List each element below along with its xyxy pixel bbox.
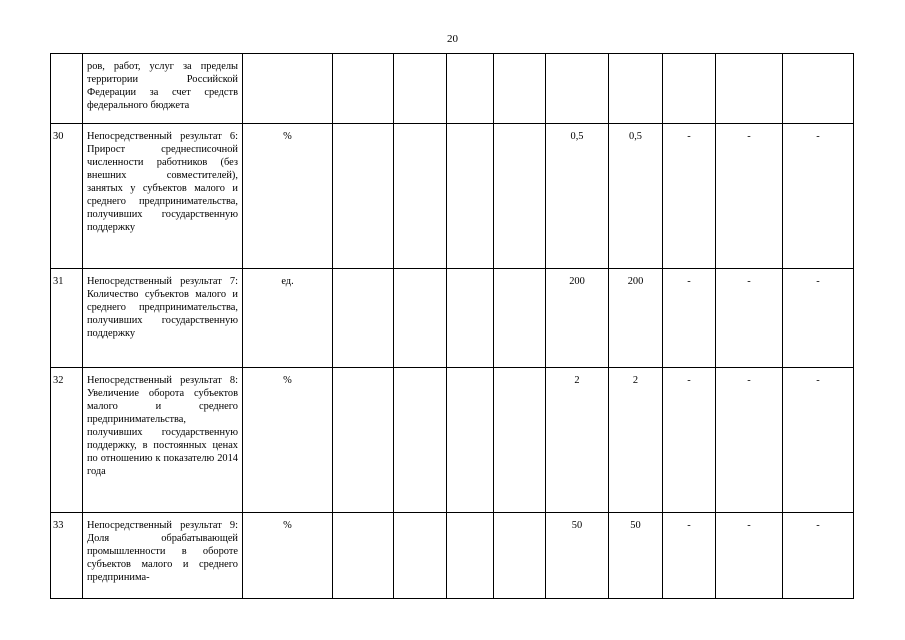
row-number-cell: 32 xyxy=(51,368,83,513)
value-cell xyxy=(394,513,447,599)
row-number-cell: 30 xyxy=(51,124,83,269)
value-cell: - xyxy=(716,269,783,368)
value-cell xyxy=(394,54,447,124)
table-row xyxy=(51,513,854,599)
indicator-name-cell: ров, работ, услуг за пределы территории Российской Федерации за счет средств федерального бюджета xyxy=(83,54,243,124)
value-cell xyxy=(494,269,546,368)
value-cell: - xyxy=(783,368,854,513)
value-cell xyxy=(494,54,546,124)
value-cell xyxy=(333,54,394,124)
indicator-name-cell: Непосредственный результат 9: Доля обрабатывающей промышленности в обороте субъектов малого и среднего предпринима- xyxy=(83,513,243,599)
value-cell xyxy=(494,513,546,599)
row-number-cell: 31 xyxy=(51,269,83,368)
value-cell xyxy=(546,54,609,124)
value-cell: - xyxy=(783,124,854,269)
unit-cell xyxy=(243,54,333,124)
row-number-cell: 33 xyxy=(51,513,83,599)
value-cell xyxy=(783,54,854,124)
value-cell xyxy=(394,124,447,269)
page-number: 20 xyxy=(447,33,458,45)
value-cell xyxy=(333,368,394,513)
value-cell: - xyxy=(716,368,783,513)
table-row xyxy=(51,124,854,269)
value-cell: - xyxy=(783,269,854,368)
value-cell xyxy=(333,124,394,269)
value-cell: - xyxy=(663,368,716,513)
value-cell xyxy=(394,368,447,513)
value-cell: 200 xyxy=(546,269,609,368)
value-cell: - xyxy=(663,513,716,599)
table-row xyxy=(51,54,854,124)
value-cell xyxy=(447,54,494,124)
value-cell xyxy=(447,513,494,599)
indicators-table xyxy=(50,53,854,599)
value-cell: - xyxy=(716,124,783,269)
value-cell: - xyxy=(783,513,854,599)
value-cell: 2 xyxy=(546,368,609,513)
value-cell xyxy=(333,269,394,368)
value-cell xyxy=(609,54,663,124)
value-cell: 2 xyxy=(609,368,663,513)
value-cell: 0,5 xyxy=(546,124,609,269)
unit-cell: % xyxy=(243,124,333,269)
value-cell: 0,5 xyxy=(609,124,663,269)
value-cell: - xyxy=(663,269,716,368)
unit-cell: % xyxy=(243,368,333,513)
value-cell xyxy=(394,269,447,368)
table-row xyxy=(51,269,854,368)
unit-cell: ед. xyxy=(243,269,333,368)
value-cell: 200 xyxy=(609,269,663,368)
row-number-cell xyxy=(51,54,83,124)
value-cell xyxy=(494,124,546,269)
indicator-name-cell: Непосредственный результат 8: Увеличение оборота субъектов малого и среднего предпринимательства, получивших государственную поддержку, в постоянных ценах по отношению к показателю 2014 года xyxy=(83,368,243,513)
value-cell xyxy=(447,269,494,368)
value-cell xyxy=(716,54,783,124)
value-cell: 50 xyxy=(546,513,609,599)
indicator-name-cell: Непосредственный результат 6: Прирост среднесписочной численности работников (без внешних совместителей), занятых у субъектов малого и среднего предпринимательства, получивших государственную поддержку xyxy=(83,124,243,269)
unit-cell: % xyxy=(243,513,333,599)
value-cell: - xyxy=(716,513,783,599)
value-cell xyxy=(333,513,394,599)
value-cell: - xyxy=(663,124,716,269)
value-cell xyxy=(447,368,494,513)
value-cell: 50 xyxy=(609,513,663,599)
value-cell xyxy=(663,54,716,124)
indicator-name-cell: Непосредственный результат 7: Количество субъектов малого и среднего предпринимательства, получивших государственную поддержку xyxy=(83,269,243,368)
table-row xyxy=(51,368,854,513)
value-cell xyxy=(447,124,494,269)
value-cell xyxy=(494,368,546,513)
